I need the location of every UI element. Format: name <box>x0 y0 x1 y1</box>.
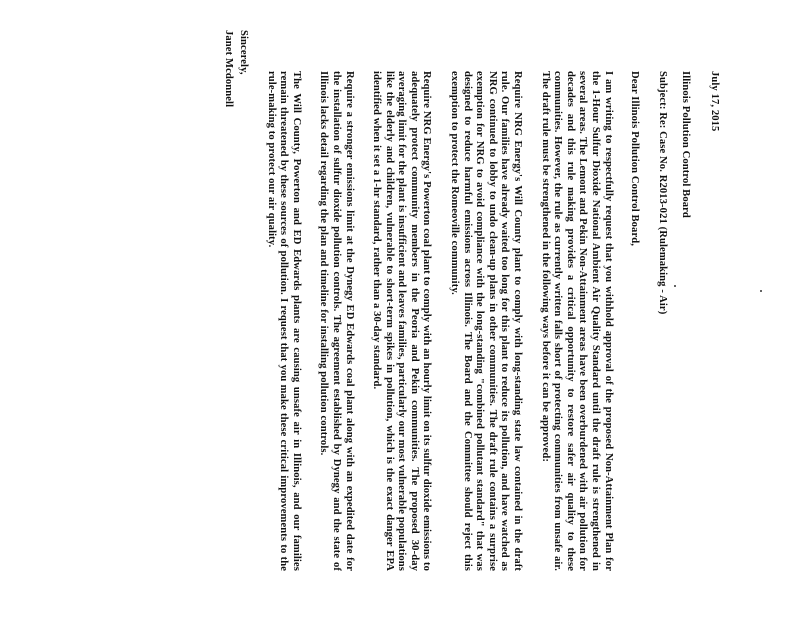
letter-date: July 17, 2015 <box>709 71 720 132</box>
letter-recipient: Illinois Pollution Control Board <box>680 71 692 218</box>
letter-paragraph-powerton: Require NRG Energy's Powerton coal plant to comply with an hourly limit on its sulfur dioxide emissions to adequately protect community members in the Peoria and Pekin communities. The proposed 30-day averaging limit for the plant is insufficient and leaves families, particularly our most vulnerable populations like the elderly and children, vulnerable to short-term spikes in pollution, which is the exact danger EPA identified when it set a 1-hr standard, rather than a 30-day standard. <box>371 71 433 571</box>
letter-paragraph-will-county: Require NRG Energy's Will County plant to comply with long-standing state law contained in the draft rule. Our families have already waited too long for this plant to reduce its pollution, and have watched as NRG continued to lobby to undo clean-up plans in other communities. The draft rule contains a surprise exemption for NRG to avoid compliance with the long-standing "combined pollutant standard" that was designed to reduce harmful emissions across Illinois. The Board and the Committee should reject this exemption to protect the Romeoville community. <box>449 71 524 571</box>
letter-signature: Janet Mcdonnell <box>223 30 235 108</box>
letter-salutation: Dear Illinois Pollution Control Board, <box>629 71 641 246</box>
letter-closing: Sincerely, <box>237 30 249 75</box>
scan-speck <box>760 290 762 292</box>
letter-subject: Subject: Re: Case No. R2013-021 (Rulemaking - Air) <box>656 71 668 315</box>
letter-paragraph-conclusion: The Will County, Powerton and ED Edwards plants are causing unsafe air in Illinois, and our families remain threatened by these sources of pollution. I request that you make these critical improvements to the rule-making to protect our air quality. <box>265 71 302 571</box>
letter-paragraph-intro: I am writing to respectfully request that you withhold approval of the proposed Non-Attainment Plan for the 1-Hour Sulfur Dioxide National Ambient Air Quality Standard until the draft rule is strengthened in several areas. The Lemont and Pekin Non-Attainment areas have been overburdened with air pollution for decades and this rule making provides a critical opportunity to restore safer air quality to these communities. However, the rule as currently written falls short of protecting communities from unsafe air. The draft rule must be strengthened in the following ways before it can be approved: <box>539 71 614 571</box>
letter-body <box>222 30 720 575</box>
letter-paragraph-ed-edwards: Require a stronger emissions limit at the Dynegy ED Edwards coal plant along with an expedited date for the installation of sulfur dioxide pollution controls. The agreement established by Dynegy and the state of Illinois lacks detail regarding the plan and timeline for installing pollution controls. <box>318 71 355 571</box>
